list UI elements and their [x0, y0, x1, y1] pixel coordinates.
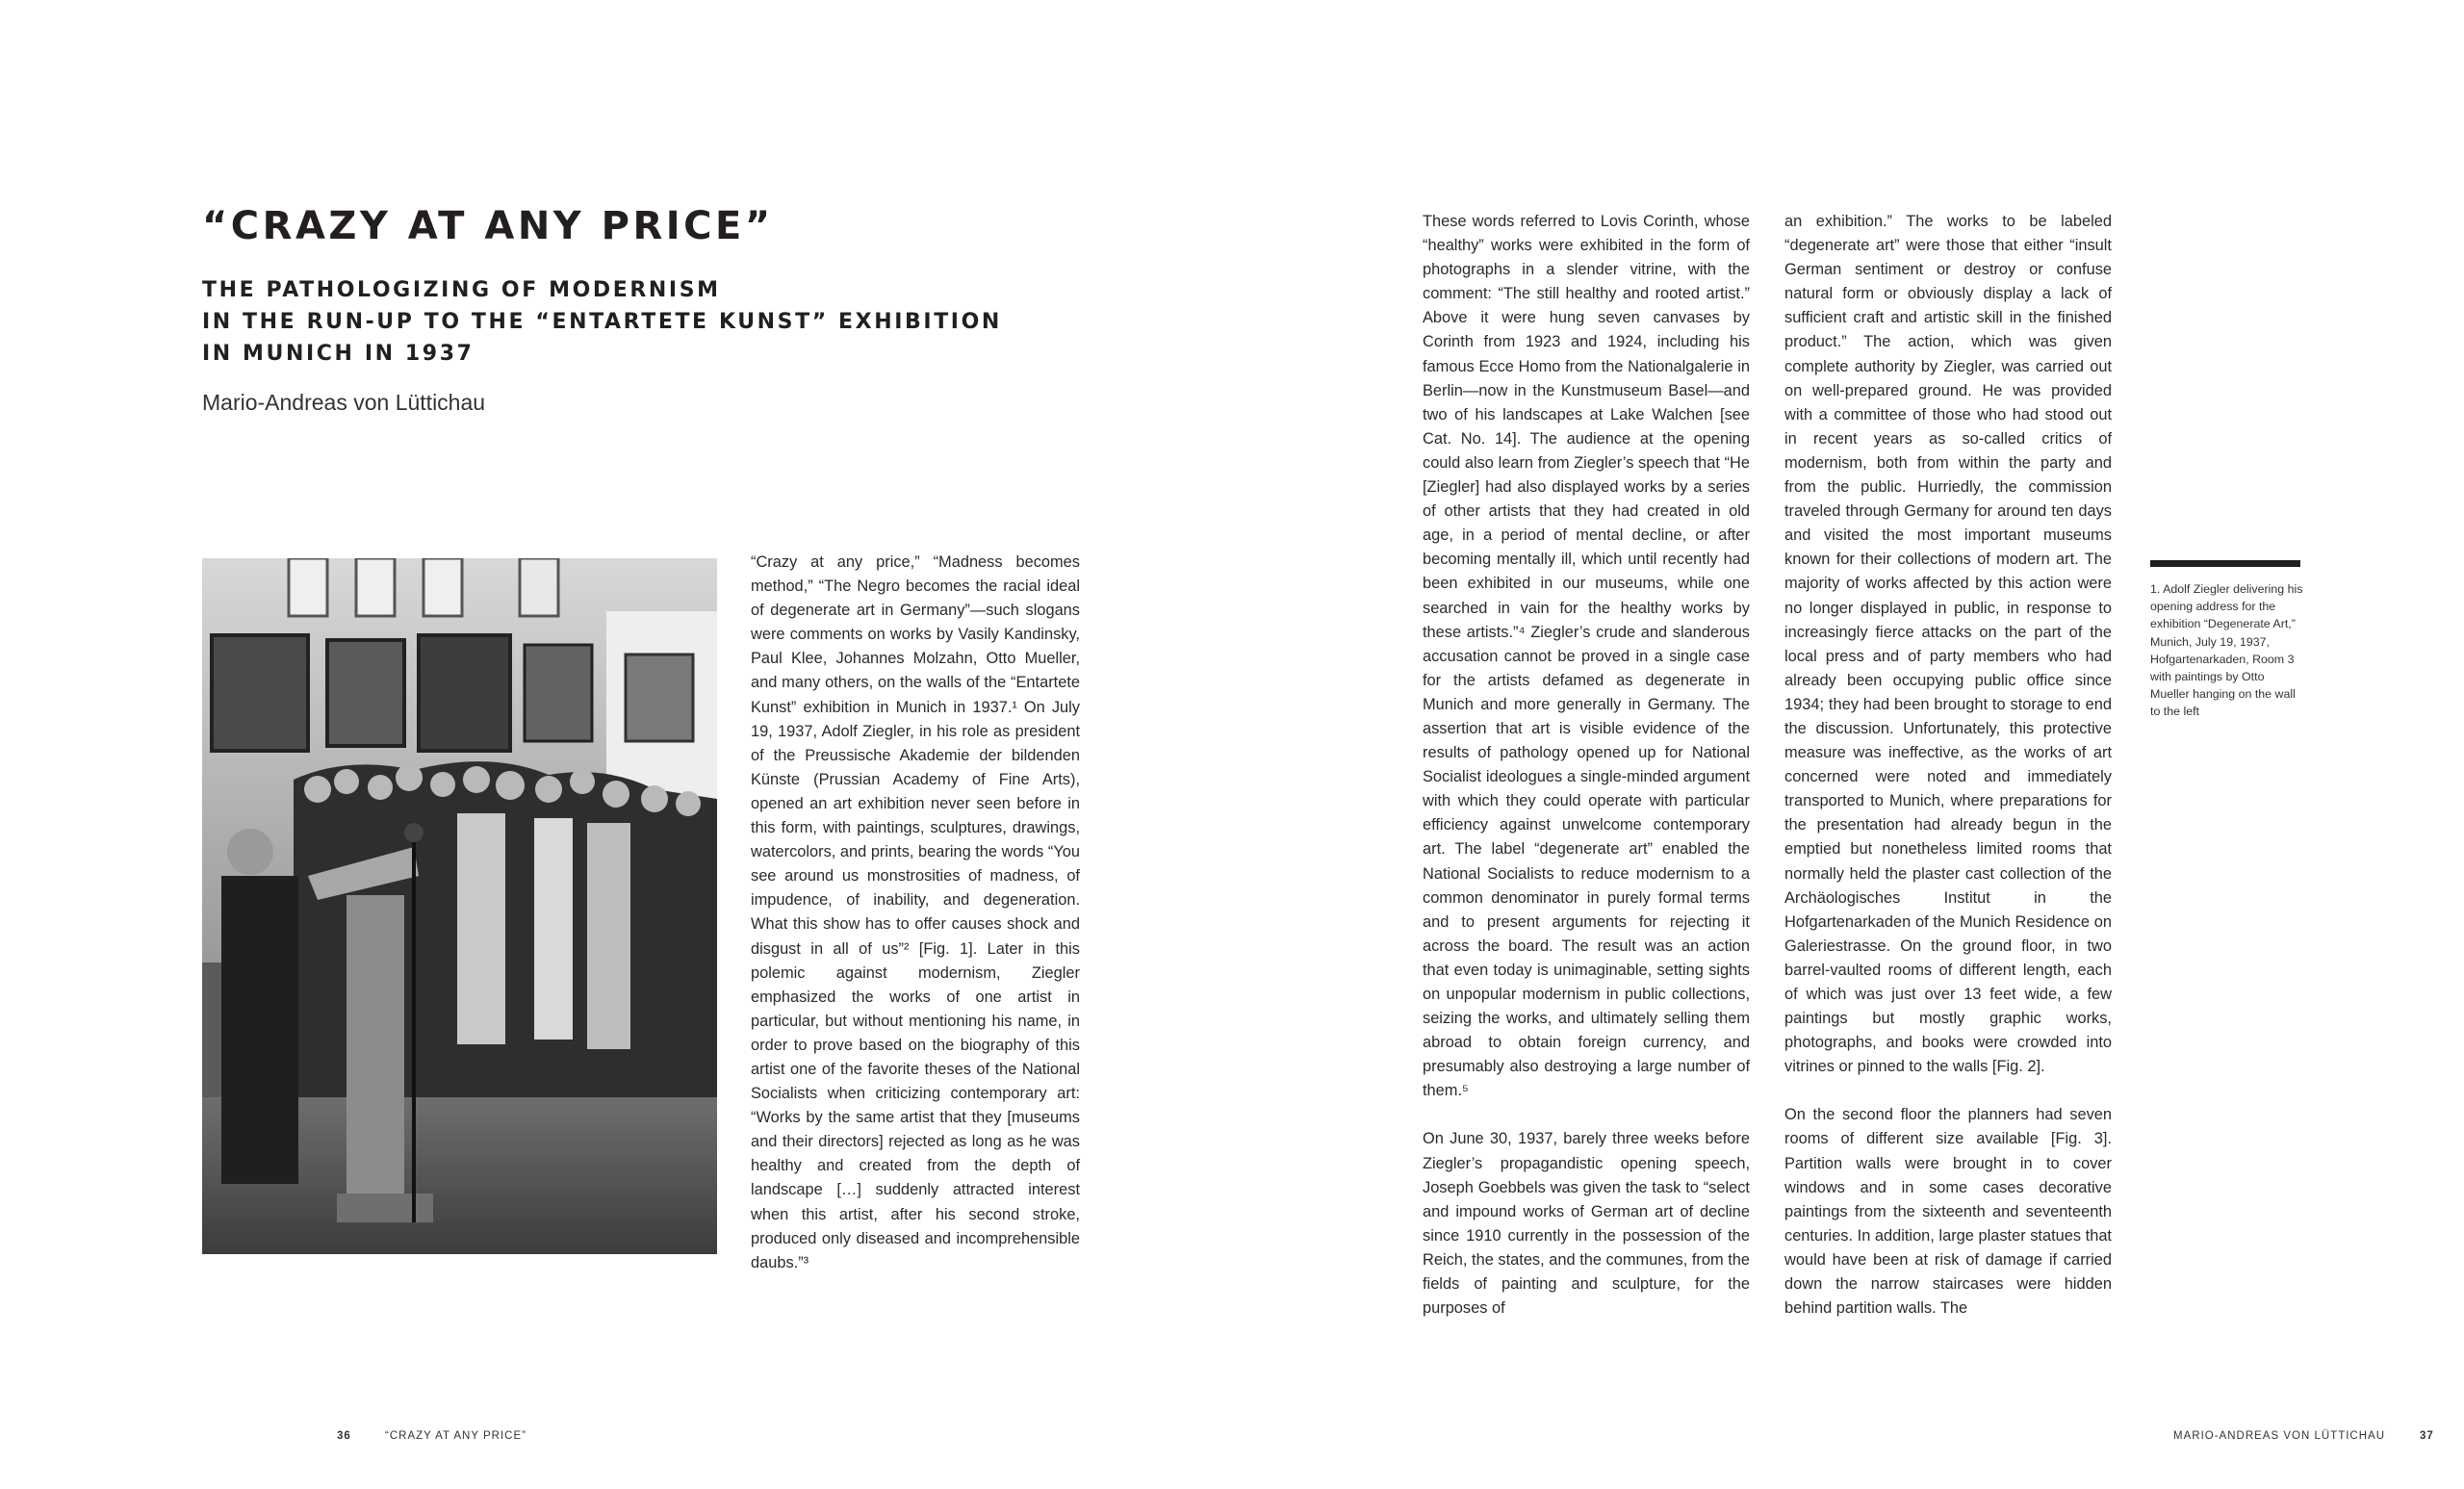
- body-text-column-1: [1423, 210, 1750, 1345]
- page-number-left: 36: [337, 1430, 351, 1442]
- paragraph: On June 30, 1937, barely three weeks before Ziegler’s propagandistic opening speech, Joseph Goebbels was given the task to “select and impound works of German art of decline since 1910 currently in the possession of the Reich, the states, and the communes, from the fields of painting and sculpture, for the purposes of: [1423, 1130, 1750, 1318]
- paragraph: On the second floor the planners had seven rooms of different size available [Fig. 3]. Partition walls were brought in to cover windows and in some cases decorative paintings from the sixteenth and seventeenth centuries. In addition, large plaster statues that would have been at risk of damage if carried down the narrow staircases were hidden behind partition walls. The: [1784, 1106, 2112, 1318]
- archival-photograph: [202, 558, 717, 1254]
- subtitle-line-3: IN MUNICH IN 1937: [202, 342, 475, 366]
- body-text-column-2: [1784, 210, 2112, 1345]
- subtitle-line-1: THE PATHOLOGIZING OF MODERNISM: [202, 278, 721, 302]
- paragraph: These words referred to Lovis Corinth, whose “healthy” works were exhibited in the form of photographs in a slender vitrine, with the comment: “The still healthy and rooted artist.” Above it were hung seven canvases by Corinth from 1923 and 1924, including his famous Ecce Homo from the Nationalgalerie in Berlin—now in the Kunstmuseum Basel—and two of his landscapes at Lake Walchen [see Cat. No. 14]. The audience at the opening could also learn from Ziegler’s speech that “He [Ziegler] had also displayed works by a series of other artists that they had created in old age, in a period of mental decline, or after becoming mentally ill, which until recently had been exhibited in our museums, while one searched in vain for the healthy works by these artists.”⁴ Ziegler’s crude and slanderous accusation cannot be proved in a single case for the artists defamed as degenerate in Munich and more generally in Germany. The assertion that art is visible evidence of the results of pathology opened up for National Socialist ideologues a single-minded argument with which they could operate with particular efficiency against unwelcome contemporary art. The label “degenerate art” enabled the National Socialists to reduce modernism to a common denominator in purely formal terms and to present arguments for rejecting it across the board. The result was an action that even today is unimaginable, setting sights on unpopular modernism in public collections, seizing the works, and ultimately selling them abroad to obtain foreign currency, and presumably also destroying a large number of them.⁵: [1423, 213, 1750, 1100]
- right-page: [1232, 0, 2464, 1489]
- running-head-left: “CRAZY AT ANY PRICE”: [385, 1430, 526, 1442]
- photo-figure-1: [202, 558, 717, 1254]
- author-name: Mario-Andreas von Lüttichau: [202, 390, 486, 415]
- caption-rule: [2150, 560, 2300, 567]
- subtitle-line-2: IN THE RUN-UP TO THE “ENTARTETE KUNST” EXHIBITION: [202, 310, 1002, 334]
- chapter-title: “CRAZY AT ANY PRICE”: [202, 204, 774, 248]
- body-text-column: “Crazy at any price,” “Madness becomes method,” “The Negro becomes the racial ideal of degenerate art in Germany”—such slogans were comments on works by Vasily Kandinsky, Paul Klee, Johannes Molzahn, Otto Mueller, and many others, on the walls of the “Entartete Kunst” exhibition in Munich in 1937.¹ On July 19, 1937, Adolf Ziegler, in his role as president of the Preussische Akademie der bildenden Künste (Prussian Academy of Fine Arts), opened an art exhibition never seen before in this form, with paintings, sculptures, drawings, watercolors, and prints, bearing the words “You see around us monstrosities of madness, of impudence, of inability, and degeneration. What this show has to offer causes shock and disgust in all of us”² [Fig. 1]. Later in this polemic against modernism, Ziegler emphasized the works of one artist in particular, but without mentioning his name, in order to prove based on the biography of this artist one of the favorite theses of the National Socialists when criticizing contemporary art: “Works by the same artist that they [museums and their directors] rejected as long as he was healthy and created from the depth of landscape […] suddenly attracted interest when this artist, after his second stroke, produced only diseased and incomprehensible daubs.”³: [751, 553, 1080, 1271]
- figure-caption: 1. Adolf Ziegler delivering his opening address for the exhibition “Degenerate Art,” Munich, July 19, 1937, Hofgartenarkaden, Room 3 with paintings by Otto Mueller hanging on the wall to the left: [2150, 582, 2303, 719]
- running-head-right: MARIO-ANDREAS VON LÜTTICHAU: [2173, 1430, 2385, 1442]
- paragraph: an exhibition.” The works to be labeled “degenerate art” were those that either “insult German sentiment or destroy or confuse natural form or obviously display a lack of sufficient craft and artistic skill in the finished product.” The action, which was given complete authority by Ziegler, was carried out on well-prepared ground. He was provided with a committee of those who had stood out in recent years as so-called critics of modernism, both from within the party and from the public. Hurriedly, the commission traveled through Germany for around ten days and visited the most important museums known for their collections of modern art. The majority of works affected by this action were no longer displayed in public, in response to increasingly fierce attacks on the part of the local press and of party members who had already been occupying public office since 1934; they had been brought to storage to end the discussion. Unfortunately, this protective measure was ineffective, as the works of art concerned were noted and immediately transported to Munich, where preparations for the presentation had already begun in the emptied but nonetheless limited rooms that normally held the plaster cast collection of the Archäologisches Institut in the Hofgartenarkaden of the Munich Residence on Galeriestrasse. On the ground floor, in two barrel-vaulted rooms of different length, each of which was just over 13 feet wide, a few paintings but mostly graphic works, photographs, and books were crowded into vitrines or pinned to the walls [Fig. 2].: [1784, 213, 2112, 1076]
- chapter-subtitle: [202, 274, 1068, 370]
- page-number-right: 37: [2420, 1430, 2434, 1442]
